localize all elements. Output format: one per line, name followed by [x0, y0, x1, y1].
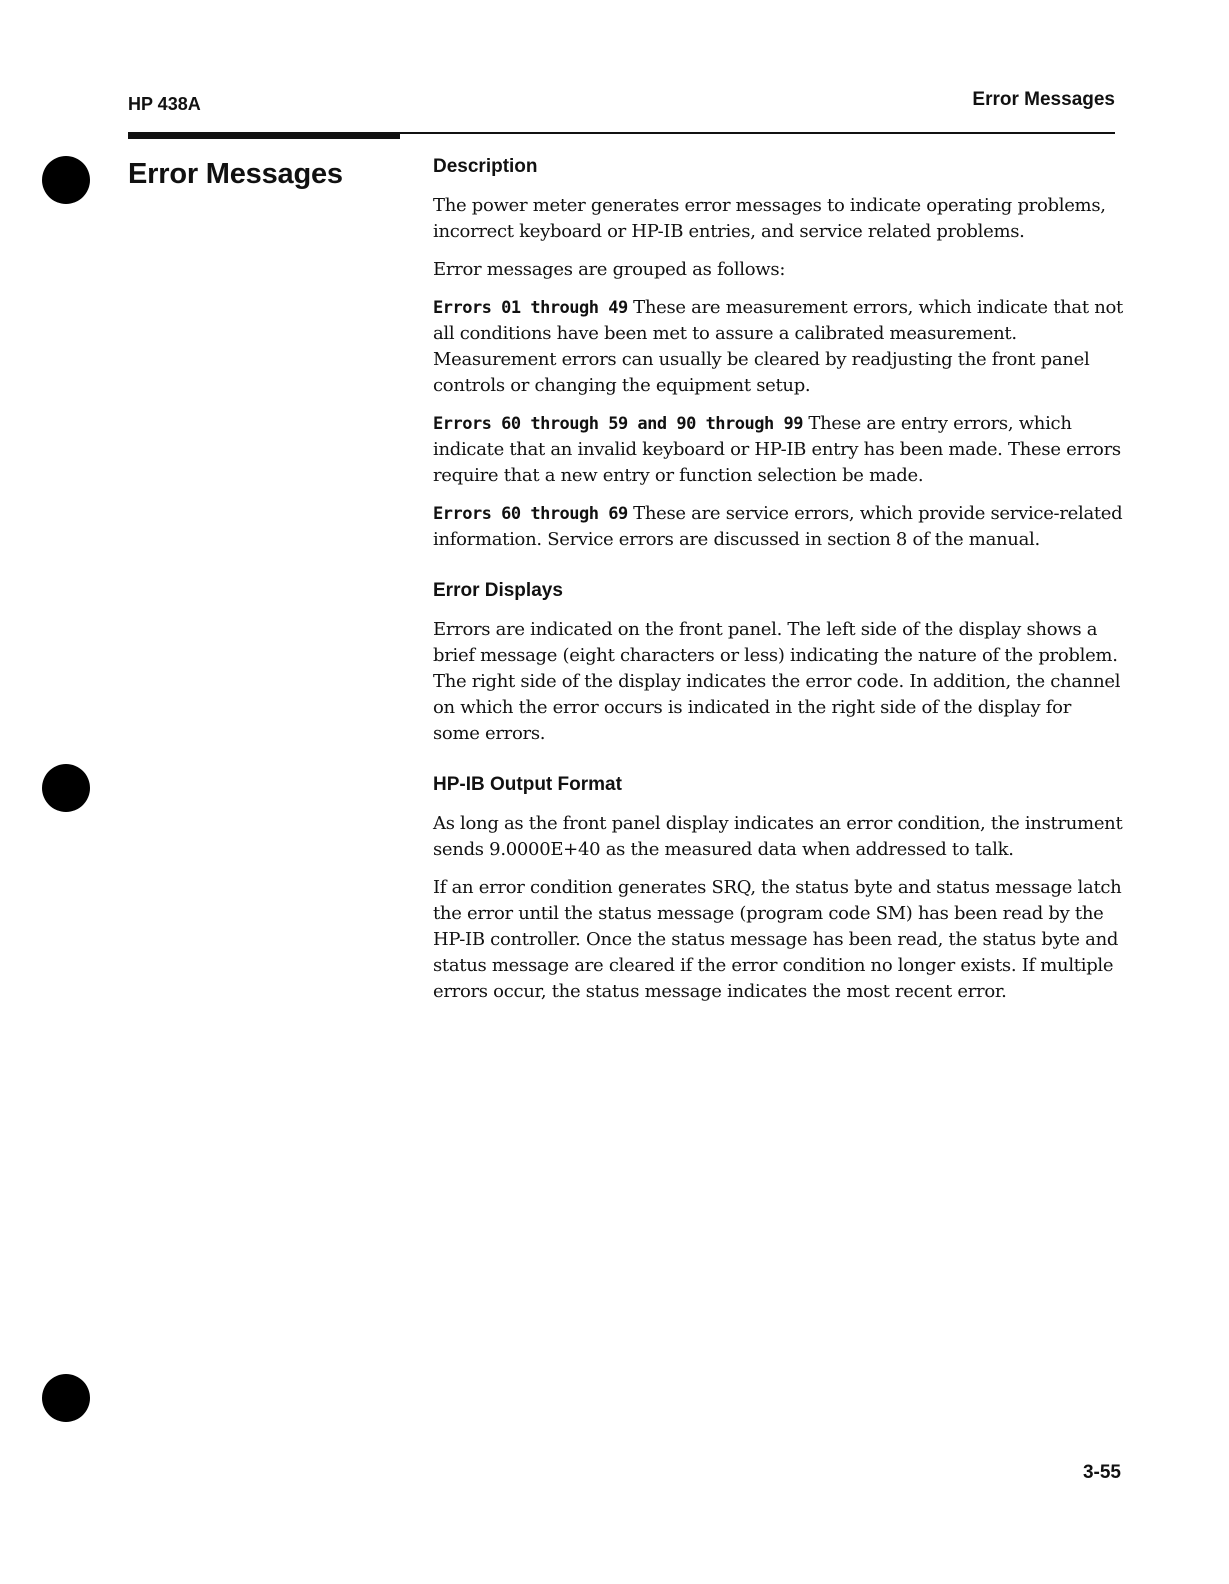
binder-hole-middle	[42, 764, 90, 812]
error-displays-paragraph: Errors are indicated on the front panel. The left side of the display shows a brief message (eight characters or less) indicating the nature of the problem. The right side of the display indicates the error code. In addition, the channel on which the error occurs is indicated in the right side of the display for some errors.	[433, 619, 1121, 744]
binder-hole-top	[42, 156, 90, 204]
header-section-title: Error Messages	[972, 89, 1115, 110]
error-displays-heading: Error Displays	[433, 580, 563, 601]
hpib-output-paragraph-2: If an error condition generates SRQ, the status byte and status message latch the error until the status message (program code SM) has been read by the HP-IB controller. Once the status message has been read, the status byte and status message are cleared if the error condition no longer exists. If multiple errors occur, the status message indicates the most recent error.	[433, 877, 1122, 1002]
error-group-service	[433, 501, 1123, 553]
hpib-output-heading: HP-IB Output Format	[433, 774, 622, 795]
error-group-measurement	[433, 295, 1123, 399]
error-group-measurement-label: Errors 01 through 49	[433, 298, 628, 318]
binder-hole-bottom	[42, 1374, 90, 1422]
error-group-entry-label: Errors 60 through 59 and 90 through 99	[433, 414, 803, 434]
hpib-output-paragraph-1: As long as the front panel display indicates an error condition, the instrument sends 9.0000E+40 as the measured data when addressed to talk.	[433, 813, 1123, 860]
description-heading: Description	[433, 156, 538, 177]
description-paragraph-2: Error messages are grouped as follows:	[433, 259, 786, 280]
section-title: Error Messages	[128, 158, 343, 190]
error-group-service-text: These are service errors, which provide service-related information. Service errors are discussed in section 8 of the manual.	[433, 503, 1123, 550]
page-number: 3-55	[1082, 1462, 1121, 1483]
header-model: HP 438A	[128, 94, 201, 114]
description-paragraph-1: The power meter generates error messages to indicate operating problems, incorrect keyboard or HP-IB entries, and service related problems.	[433, 195, 1106, 242]
main-content	[433, 155, 1123, 1017]
error-group-entry-text: These are entry errors, which indicate that an invalid keyboard or HP-IB entry has been made. These errors require that a new entry or function selection be made.	[433, 413, 1121, 486]
header-rule	[128, 132, 1115, 134]
error-group-service-label: Errors 60 through 69	[433, 504, 628, 524]
error-group-entry	[433, 411, 1123, 489]
error-group-measurement-text: These are measurement errors, which indicate that not all conditions have been met to assure a calibrated measurement. Measurement errors can usually be cleared by readjusting the front panel controls or changing the equipment setup.	[433, 297, 1123, 396]
